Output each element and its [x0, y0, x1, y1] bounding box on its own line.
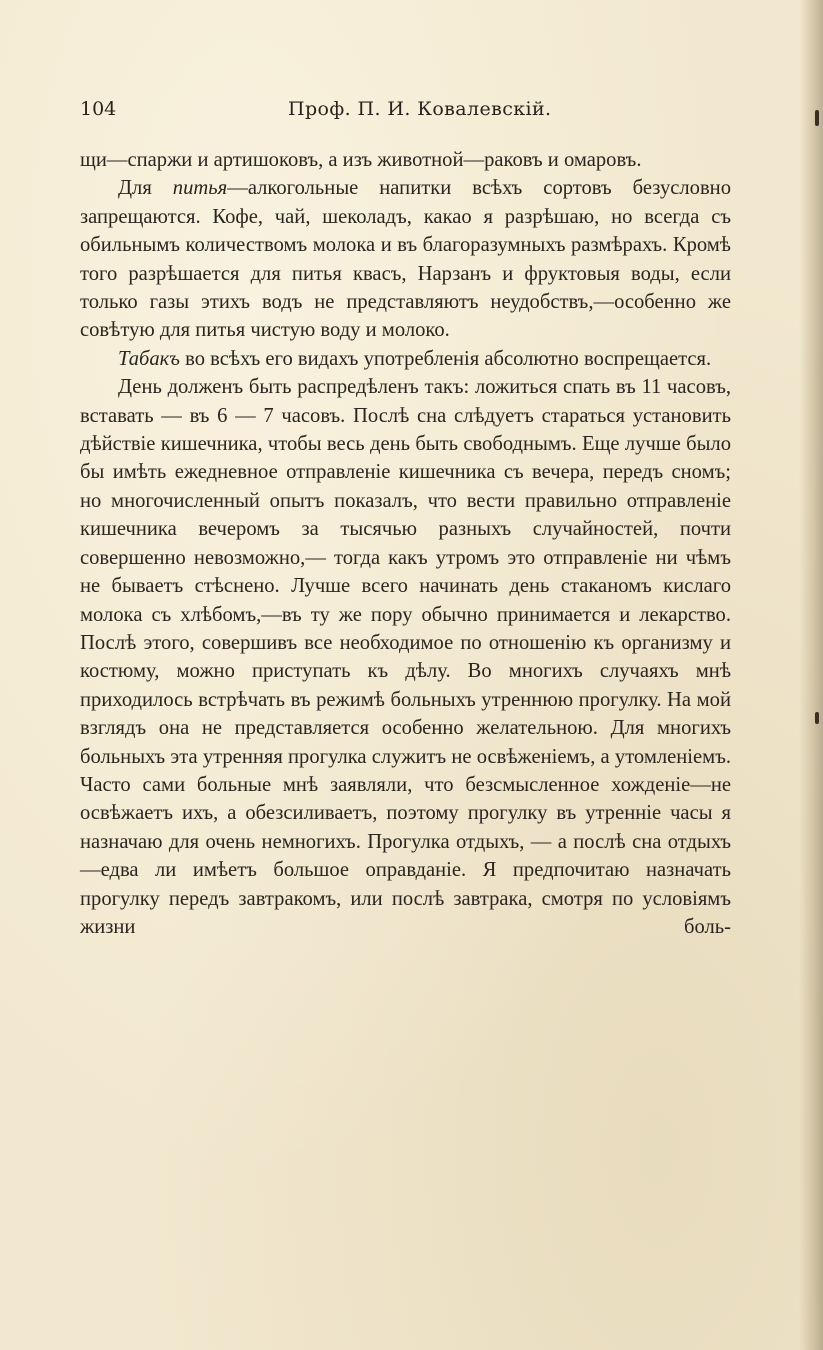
- italic-word-tobacco: Табакъ: [118, 347, 180, 370]
- paragraph-2-rest: —алкогольные напитки всѣхъ сортовъ безусловно запрещаются. Кофе, чай, шеколадъ, какао я разрѣшаю, но всегда съ обильнымъ количествомъ молока и въ благоразумныхъ размѣрахъ. Кромѣ того разрѣшается для питья квасъ, Нарзанъ и фруктовыя воды, если только газы этихъ водъ не представляютъ неудобствъ,—особенно же совѣтую для питья чистую воду и молоко.: [80, 177, 731, 342]
- edge-mark-middle: [815, 712, 819, 724]
- running-head: Проф. П. И. Ковалевскій.: [288, 98, 552, 120]
- paragraph-1: щи—спаржи и артишоковъ, а изъ животной—раковъ и омаровъ.: [80, 149, 642, 171]
- page-binding-edge: [799, 0, 823, 1350]
- paragraph-4: День долженъ быть распредѣленъ такъ: ложиться спать въ 11 часовъ, вставать — въ 6 — 7 часовъ. Послѣ сна слѣдуетъ стараться установить дѣйствіе кишечника, чтобы весь день быть свободнымъ. Еще лучше было бы имѣть ежедневное отправленіе кишечника съ вечера, передъ сномъ; но многочисленный опытъ показалъ, что вести правильно отправленіе кишечника вечеромъ за тысячью разныхъ случайностей, почти совершенно невозможно,— тогда какъ утромъ это отправленіе ни чѣмъ не бываетъ стѣснено. Лучше всего начинать день стаканомъ кислаго молока съ хлѣбомъ,—въ ту же пору обычно принимается и лекарство. Послѣ этого, совершивъ все необходимое по отношенію къ организму и костюму, можно приступать къ дѣлу. Во многихъ случаяхъ мнѣ приходилось встрѣчать въ режимѣ больныхъ утреннюю прогулку. На мой взглядъ она не представляется особенно желательною. Для многихъ больныхъ эта утренняя прогулка служитъ не освѣженіемъ, а утомленіемъ. Часто сами больные мнѣ заявляли, что безсмысленное хожденіе—не освѣжаетъ ихъ, а обезсиливаетъ, поэтому прогулку въ утренніе часы я назначаю для очень немногихъ. Прогулка отдыхъ, — а послѣ сна отдыхъ—едва ли имѣетъ большое оправданіе. Я предпочитаю назначать прогулку передъ завтракомъ, или послѣ завтрака, смотря по условіямъ жизни боль-: [80, 376, 731, 938]
- italic-word-drink: питья: [172, 177, 228, 200]
- edge-mark-top: [815, 110, 819, 126]
- paragraph-2: [80, 174, 731, 344]
- page-number: 104: [80, 98, 117, 120]
- page-header: [80, 98, 730, 128]
- paragraph-2-intro: Для: [118, 177, 173, 200]
- paragraph-3-rest: во всѣхъ его видахъ употребленія абсолютно воспрещается.: [179, 347, 712, 370]
- paragraph-3: [80, 345, 731, 373]
- body-text: [80, 146, 731, 941]
